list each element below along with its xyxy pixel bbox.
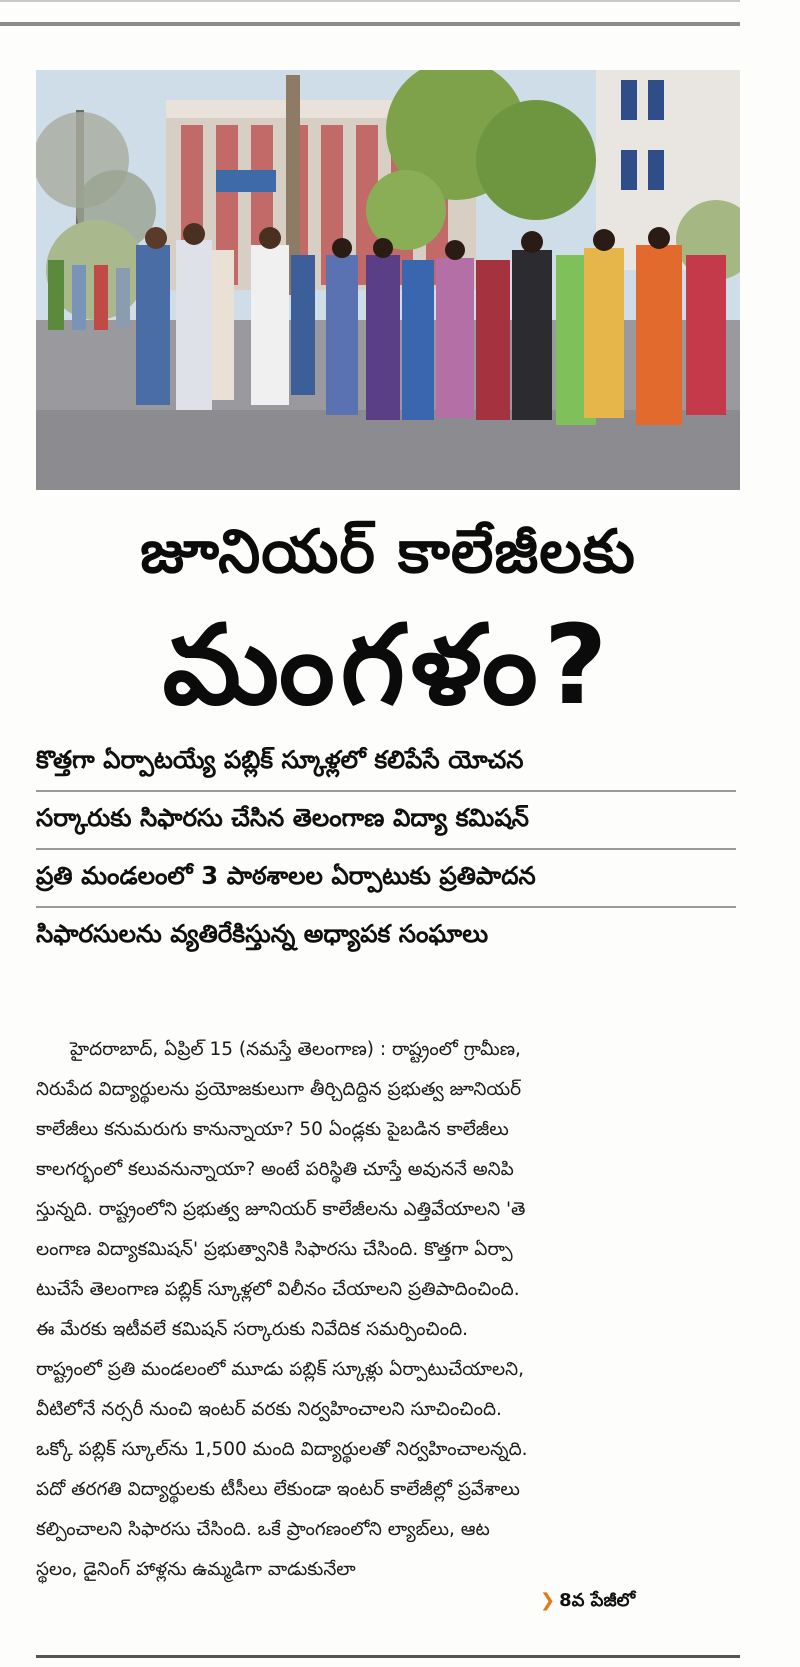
body-line: కల్పించాలని సిఫారసు చేసింది. ఒకే ప్రాంగణంలోని ల్యాబ్‌లు, ఆట — [36, 1519, 490, 1540]
top-rule — [0, 22, 740, 26]
body-line: నిరుపేద విద్యార్థులను ప్రయోజకులుగా తీర్చిదిద్దిన ప్రభుత్వ జూనియర్ — [36, 1079, 522, 1100]
subhead-4: సిఫారసులను వ్యతిరేకిస్తున్న అధ్యాపక సంఘాలు — [36, 919, 489, 948]
top-thin-rule — [0, 0, 740, 2]
students-walking-photo — [36, 70, 740, 490]
article-photo — [36, 70, 740, 490]
body-line: ఒక్కో పబ్లిక్ స్కూల్‌ను 1,500 మంది విద్యార్థులతో నిర్వహించాలన్నది. — [36, 1439, 528, 1460]
subhead-divider — [36, 790, 736, 792]
continued-label: 8వ పేజీలో — [559, 1590, 636, 1611]
body-line: రాష్ట్రంలో ప్రతి మండలంలో మూడు పబ్లిక్ స్కూళ్లు ఏర్పాటుచేయాలని, — [36, 1359, 524, 1380]
body-line: కాలేజీలు కనుమరుగు కానున్నాయా? 50 ఏండ్లకు పైబడిన కాలేజీలు — [36, 1119, 509, 1140]
subhead-divider — [36, 848, 736, 850]
body-line: టుచేసే తెలంగాణ పబ్లిక్ స్కూళ్లలో విలీనం చేయాలని ప్రతిపాదించింది. — [36, 1279, 520, 1300]
chevron-right-icon: ❯ — [540, 1590, 556, 1611]
subhead-divider — [36, 906, 736, 908]
body-line: కాలగర్భంలో కలువనున్నాయా? అంటే పరిస్థితి చూస్తే అవుననే అనిపి — [36, 1159, 514, 1180]
body-line: పదో తరగతి విద్యార్థులకు టీసీలు లేకుండా ఇంటర్ కాలేజీల్లో ప్రవేశాలు — [36, 1479, 520, 1500]
subhead-2: సర్కారుకు సిఫారసు చేసిన తెలంగాణ విద్యా కమిషన్ — [36, 803, 529, 832]
body-line: స్తున్నది. రాష్ట్రంలోని ప్రభుత్వ జూనియర్ కాలేజీలను ఎత్తివేయాలని 'తె — [36, 1199, 526, 1220]
subhead-1: కొత్తగా ఏర్పాటయ్యే పబ్లిక్ స్కూళ్లలో కలిపేసే యోచన — [36, 745, 524, 774]
body-line: హైదరాబాద్, ఏప్రిల్ 15 (నమస్తే తెలంగాణ) : రాష్ట్రంలో గ్రామీణ, — [70, 1039, 521, 1060]
bottom-rule — [36, 1655, 740, 1658]
subhead-3: ప్రతి మండలంలో 3 పాఠశాలల ఏర్పాటుకు ప్రతిపాదన — [36, 861, 536, 890]
body-line: వీటిలోనే నర్సరీ నుంచి ఇంటర్ వరకు నిర్వహించాలని సూచించింది. — [36, 1399, 502, 1420]
continued-on-page — [540, 1590, 635, 1615]
headline-line1: జూనియర్ కాలేజీలకు — [140, 517, 636, 587]
body-line: స్థలం, డైనింగ్ హాళ్లను ఉమ్మడిగా వాడుకునేలా — [36, 1559, 356, 1580]
headline-line2: మంగళం? — [162, 601, 614, 729]
article-body — [36, 1030, 736, 1590]
body-line: లంగాణ విద్యాకమిషన్' ప్రభుత్వానికి సిఫారసు చేసింది. కొత్తగా ఏర్పా — [36, 1239, 513, 1260]
body-line: ఈ మేరకు ఇటీవలే కమిషన్ సర్కారుకు నివేదిక సమర్పించింది. — [36, 1319, 469, 1340]
